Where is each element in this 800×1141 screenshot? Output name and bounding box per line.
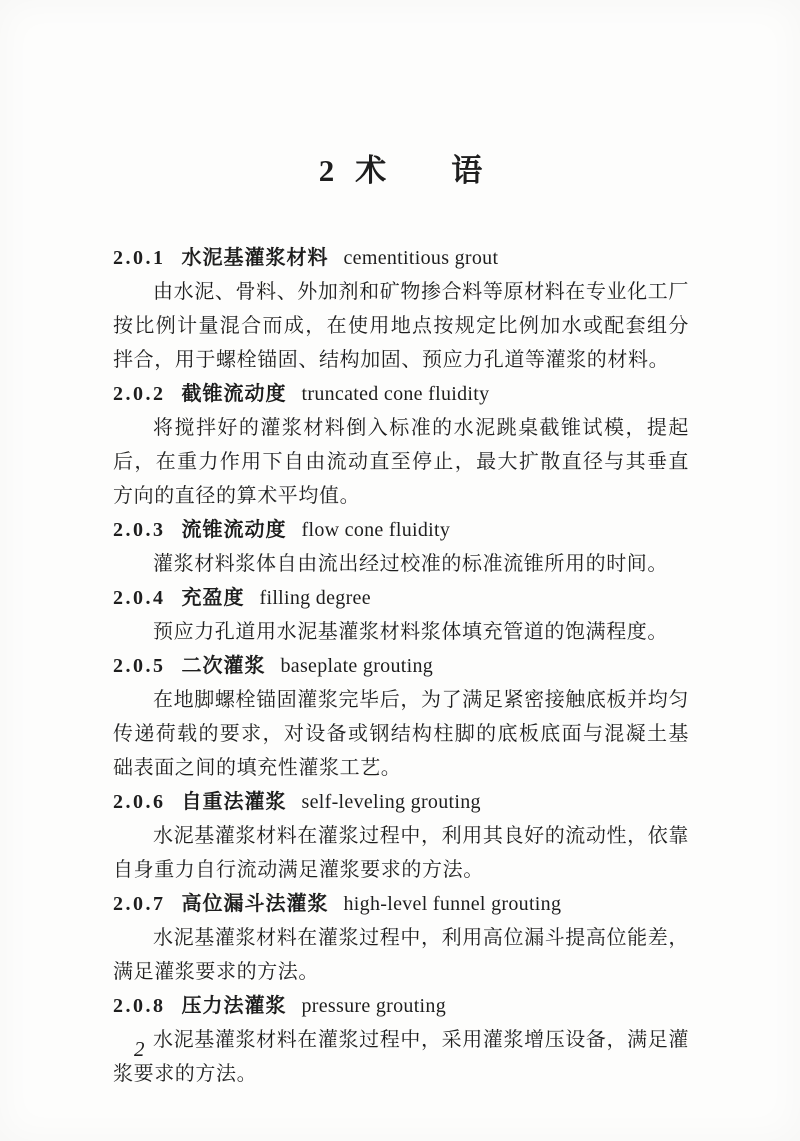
chapter-number: 2 bbox=[318, 153, 336, 188]
term-name-zh: 自重法灌浆 bbox=[181, 791, 287, 813]
chapter-heading bbox=[113, 150, 689, 192]
terms-list bbox=[113, 241, 689, 1091]
term-number: 2.0.6 bbox=[113, 791, 166, 813]
term-number: 2.0.3 bbox=[113, 519, 166, 541]
term-name-zh: 截锥流动度 bbox=[181, 383, 287, 405]
term-number: 2.0.5 bbox=[113, 655, 166, 677]
page-number: 2 bbox=[134, 1037, 145, 1061]
term-name-en: pressure grouting bbox=[301, 995, 447, 1017]
term-entry bbox=[113, 887, 689, 989]
term-heading bbox=[113, 241, 689, 275]
term-entry bbox=[113, 989, 689, 1091]
term-name-en: cementitious grout bbox=[343, 247, 499, 269]
term-definition: 水泥基灌浆材料在灌浆过程中，采用灌浆增压设备，满足灌浆要求的方法。 bbox=[113, 1029, 689, 1085]
term-name-en: flow cone fluidity bbox=[301, 519, 451, 541]
term-heading bbox=[113, 887, 689, 921]
term-definition: 水泥基灌浆材料在灌浆过程中，利用高位漏斗提高位能差，满足灌浆要求的方法。 bbox=[113, 927, 689, 983]
term-entry bbox=[113, 513, 689, 581]
term-definition: 由水泥、骨料、外加剂和矿物掺合料等原材料在专业化工厂按比例计量混合而成，在使用地点按规定比例加水或配套组分拌合，用于螺栓锚固、结构加固、预应力孔道等灌浆的材料。 bbox=[113, 281, 689, 371]
term-name-en: truncated cone fluidity bbox=[301, 383, 490, 405]
term-name-zh: 二次灌浆 bbox=[181, 655, 266, 677]
term-entry bbox=[113, 785, 689, 887]
term-definition: 水泥基灌浆材料在灌浆过程中，利用其良好的流动性，依靠自身重力自行流动满足灌浆要求的方法。 bbox=[113, 825, 689, 881]
term-definition: 预应力孔道用水泥基灌浆材料浆体填充管道的饱满程度。 bbox=[153, 621, 668, 643]
term-name-zh: 流锥流动度 bbox=[181, 519, 287, 541]
term-entry bbox=[113, 241, 689, 377]
term-entry bbox=[113, 649, 689, 785]
term-heading bbox=[113, 513, 689, 547]
term-heading bbox=[113, 377, 689, 411]
term-definition: 将搅拌好的灌浆材料倒入标准的水泥跳桌截锥试模，提起后，在重力作用下自由流动直至停止，最大扩散直径与其垂直方向的直径的算术平均值。 bbox=[113, 417, 689, 507]
term-heading bbox=[113, 785, 689, 819]
term-name-zh: 充盈度 bbox=[181, 587, 245, 609]
term-name-en: self-leveling grouting bbox=[301, 791, 481, 813]
term-entry bbox=[113, 581, 689, 649]
term-number: 2.0.7 bbox=[113, 893, 166, 915]
term-name-en: high-level funnel grouting bbox=[343, 893, 562, 915]
term-name-zh: 水泥基灌浆材料 bbox=[181, 247, 329, 269]
term-entry bbox=[113, 377, 689, 513]
term-name-zh: 压力法灌浆 bbox=[181, 995, 287, 1017]
term-heading bbox=[113, 581, 689, 615]
term-definition: 在地脚螺栓锚固灌浆完毕后，为了满足紧密接触底板并均匀传递荷载的要求，对设备或钢结构柱脚的底板底面与混凝土基础表面之间的填充性灌浆工艺。 bbox=[113, 689, 689, 779]
term-name-en: filling degree bbox=[259, 587, 371, 609]
term-definition: 灌浆材料浆体自由流出经过校准的标准流锥所用的时间。 bbox=[153, 553, 668, 575]
term-number: 2.0.4 bbox=[113, 587, 166, 609]
chapter-title: 术 语 bbox=[355, 153, 484, 188]
term-heading bbox=[113, 649, 689, 683]
term-number: 2.0.1 bbox=[113, 247, 166, 269]
term-name-en: baseplate grouting bbox=[280, 655, 434, 677]
term-name-zh: 高位漏斗法灌浆 bbox=[181, 893, 329, 915]
term-number: 2.0.2 bbox=[113, 383, 166, 405]
term-number: 2.0.8 bbox=[113, 995, 166, 1017]
term-heading bbox=[113, 989, 689, 1023]
page-content bbox=[113, 150, 689, 1091]
